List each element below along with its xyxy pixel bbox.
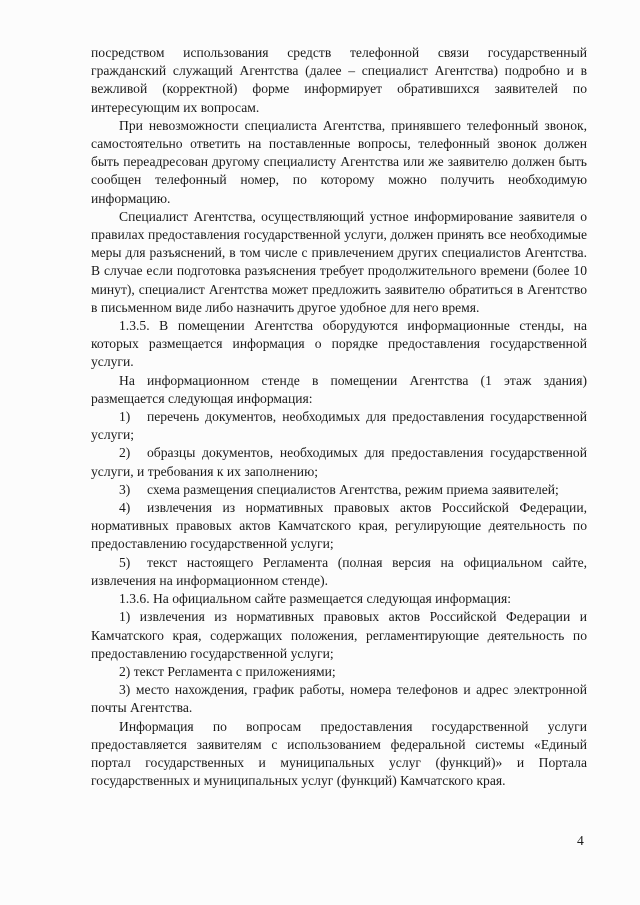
paragraph (91, 718, 587, 791)
paragraph (91, 317, 587, 372)
paragraph-text: 2) текст Регламента с приложениями; (119, 663, 336, 679)
paragraph (91, 117, 587, 208)
paragraph-text: На информационном стенде в помещении Агентства (1 этаж здания) размещается следующая информация: (91, 372, 587, 406)
list-item (91, 408, 587, 444)
paragraph (91, 372, 587, 408)
paragraph-text: Информация по вопросам предоставления государственной услуги предоставляется заявителям с использованием федеральной системы «Единый портал государственных и муниципальных услуг (функций)» и Портала государственных и муниципальных услуг (функций) Камчатского края. (91, 718, 587, 789)
paragraph-text: При невозможности специалиста Агентства, принявшего телефонный звонок, самостоятельно ответить на поставленные вопросы, телефонный звонок должен быть переадресован другому специалисту Агентства или же заявителю должен быть сообщен телефонный номер, по которому можно получить необходимую информацию. (91, 117, 587, 206)
paragraph-text: 1.3.5. В помещении Агентства оборудуются информационные стенды, на которых размещается информация о порядке предоставления государственной услуги. (91, 318, 587, 370)
list-item (91, 481, 587, 499)
list-item-number: 2) (119, 445, 131, 461)
list-item (91, 499, 587, 554)
paragraph (91, 208, 587, 317)
list-item-number: 3) (119, 481, 131, 497)
paragraph-text: текст настоящего Регламента (полная версия на официальном сайте, извлечения на информационном стенде). (91, 554, 587, 588)
paragraph-text: перечень документов, необходимых для предоставления государственной услуги; (91, 409, 587, 443)
list-item-number: 5) (119, 554, 131, 570)
paragraph (91, 663, 587, 681)
page-number: 4 (577, 833, 584, 848)
list-item-number: 1) (119, 409, 131, 425)
paragraph-text: Специалист Агентства, осуществляющий устное информирование заявителя о правилах предоставления государственной услуги, должен принять все необходимые меры для разъяснений, в том числе с привлечением других специалистов Агентства. В случае если подготовка разъяснения требует продолжительного времени (более 10 минут), специалист Агентства может предложить заявителю обратиться в Агентство в письменном виде либо назначить другое удобное для него время. (91, 208, 587, 315)
paragraph (91, 590, 587, 608)
paragraph-text: схема размещения специалистов Агентства, режим приема заявителей; (147, 481, 559, 497)
paragraph-text: образцы документов, необходимых для предоставления государственной услуги, и требования к их заполнению; (91, 445, 587, 479)
list-item (91, 554, 587, 590)
list-item (91, 444, 587, 480)
paragraph-text: 1.3.6. На официальном сайте размещается следующая информация: (119, 591, 512, 607)
paragraph (91, 44, 587, 117)
paragraph (91, 608, 587, 663)
paragraph-text: извлечения из нормативных правовых актов Российской Федерации, нормативных правовых актов Камчатского края, регулирующие деятельность по предоставлению государственной услуги; (91, 500, 587, 552)
document-body (91, 44, 587, 790)
list-item-number: 4) (119, 500, 131, 516)
paragraph-text: 1) извлечения из нормативных правовых актов Российской Федерации и Камчатского края, содержащих положения, регламентирующие деятельность по предоставлению государственной услуги; (91, 609, 587, 661)
paragraph-text: 3) место нахождения, график работы, номера телефонов и адрес электронной почты Агентства. (91, 682, 587, 716)
paragraph (91, 681, 587, 717)
paragraph-text: посредством использования средств телефонной связи государственный гражданский служащий Агентства (далее – специалист Агентства) подробно и в вежливой (корректной) форме информирует обратившихся заявителей по интересующим их вопросам. (91, 45, 587, 115)
